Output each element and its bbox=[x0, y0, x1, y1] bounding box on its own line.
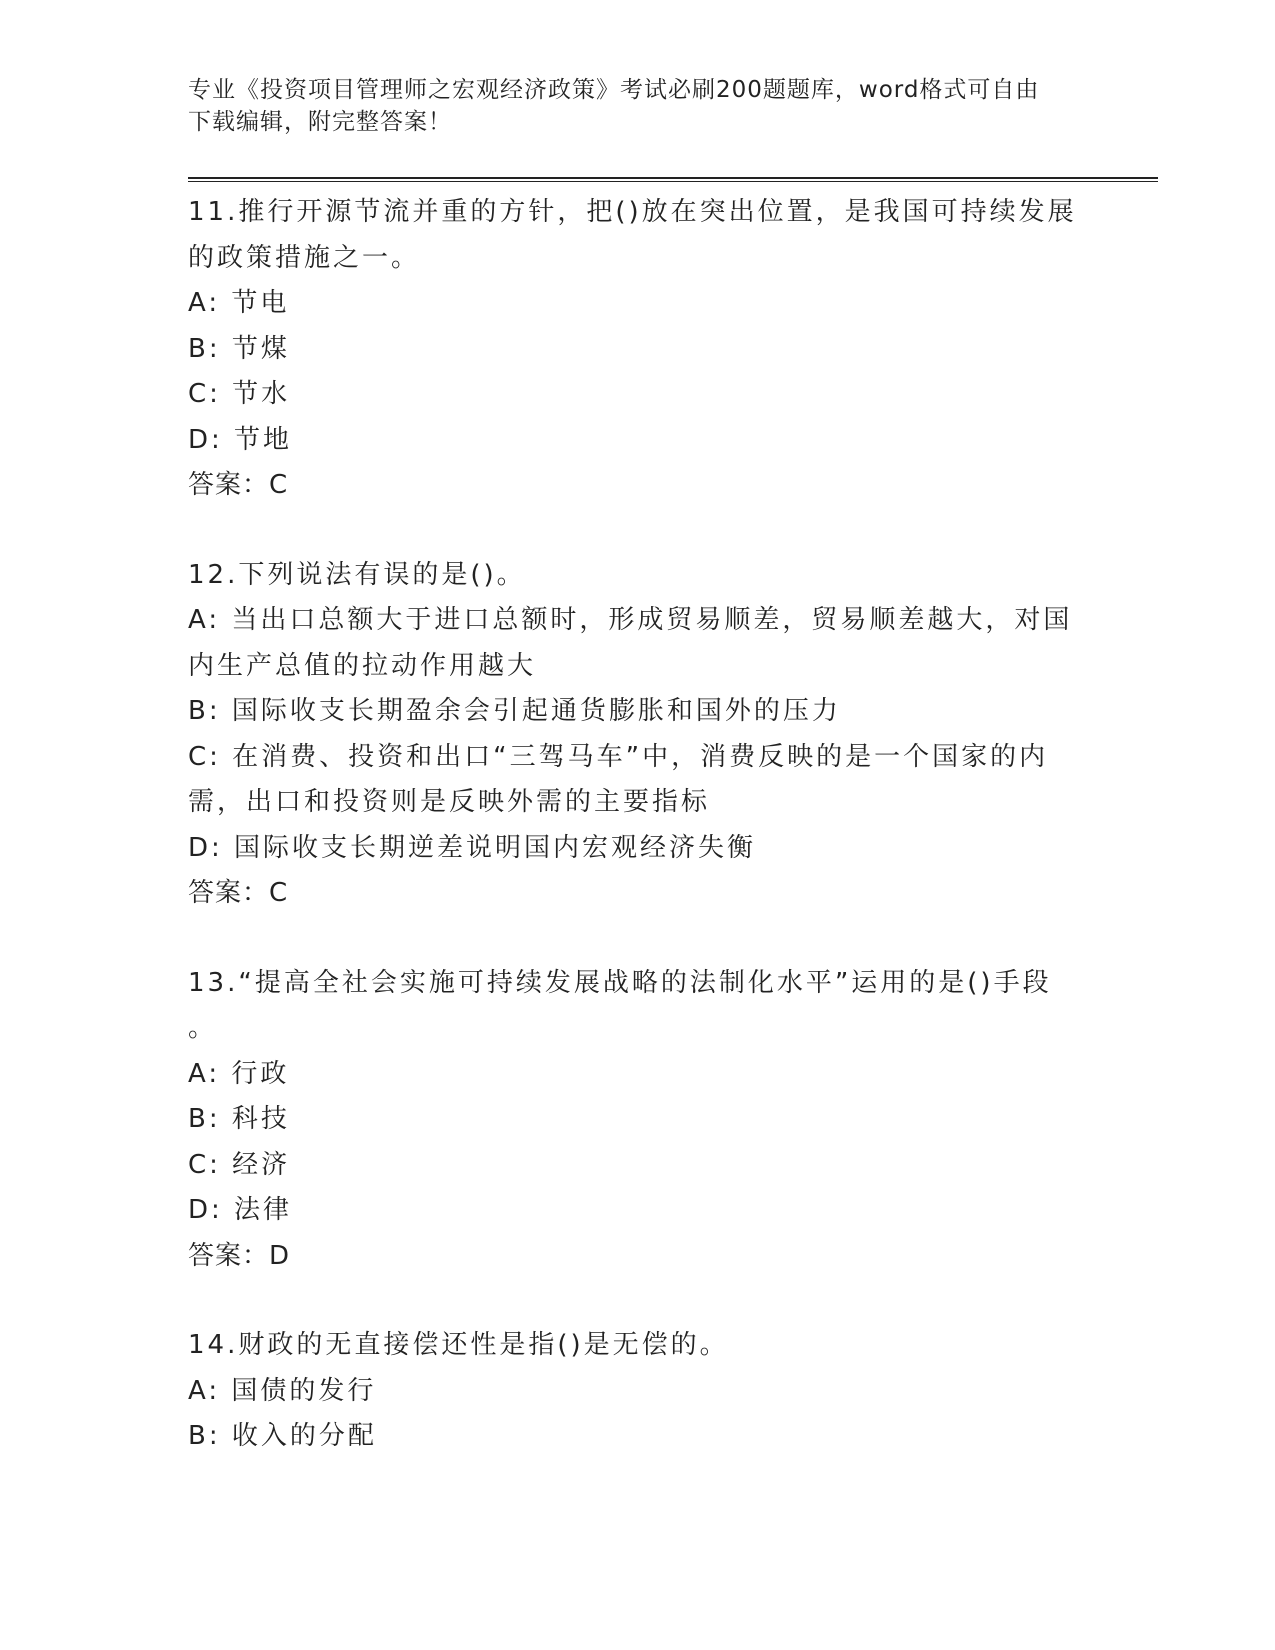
option-a: A: 行政 bbox=[188, 1058, 290, 1089]
answer-key: 答案：D bbox=[188, 1240, 291, 1271]
question-stem: 14.财政的无直接偿还性是指()是无偿的。 bbox=[188, 1330, 729, 1360]
option-b: B: 国际收支长期盈余会引起通货膨胀和国外的压力 bbox=[188, 696, 841, 726]
option-b: B: 收入的分配 bbox=[188, 1421, 377, 1451]
option-b: B: 科技 bbox=[188, 1104, 290, 1134]
header-title-line-1: 专业《投资项目管理师之宏观经济政策》考试必刷200题题库，word格式可自由 bbox=[188, 77, 1040, 103]
option-c: C: 经济 bbox=[188, 1149, 291, 1180]
option-d: D: 国际收支长期逆差说明国内宏观经济失衡 bbox=[188, 832, 757, 863]
question-list bbox=[188, 190, 1078, 1504]
option-a: A: 当出口总额大于进口总额时，形成贸易顺差，贸易顺差越大，对国 bbox=[188, 605, 1073, 635]
document-header bbox=[188, 74, 1068, 138]
question-11 bbox=[188, 190, 1078, 509]
option-a-continued: 内生产总值的拉动作用越大 bbox=[188, 650, 537, 681]
option-a: A: 节电 bbox=[188, 288, 290, 318]
option-d: D: 节地 bbox=[188, 424, 293, 455]
option-c-continued: 需，出口和投资则是反映外需的主要指标 bbox=[188, 787, 711, 817]
header-divider bbox=[188, 177, 1158, 179]
header-title-line-2: 下载编辑，附完整答案！ bbox=[188, 109, 452, 135]
option-c: C: 在消费、投资和出口“三驾马车”中，消费反映的是一个国家的内 bbox=[188, 741, 1049, 772]
question-stem: 12.下列说法有误的是()。 bbox=[188, 559, 526, 590]
question-stem: 13.“提高全社会实施可持续发展战略的法制化水平”运用的是()手段 bbox=[188, 967, 1052, 998]
option-b: B: 节煤 bbox=[188, 333, 290, 364]
option-d: D: 法律 bbox=[188, 1195, 293, 1225]
question-13 bbox=[188, 961, 1078, 1280]
question-12 bbox=[188, 553, 1078, 917]
header-divider-thin bbox=[188, 181, 1158, 182]
question-stem: 11.推行开源节流并重的方针，把()放在突出位置，是我国可持续发展 bbox=[188, 197, 1077, 227]
question-stem-continued: 。 bbox=[188, 1013, 218, 1043]
question-stem-continued: 的政策措施之一。 bbox=[188, 242, 421, 273]
question-14 bbox=[188, 1323, 1078, 1460]
option-a: A: 国债的发行 bbox=[188, 1375, 377, 1406]
option-c: C: 节水 bbox=[188, 379, 291, 409]
answer-key: 答案：C bbox=[188, 878, 289, 908]
answer-key: 答案：C bbox=[188, 470, 289, 500]
